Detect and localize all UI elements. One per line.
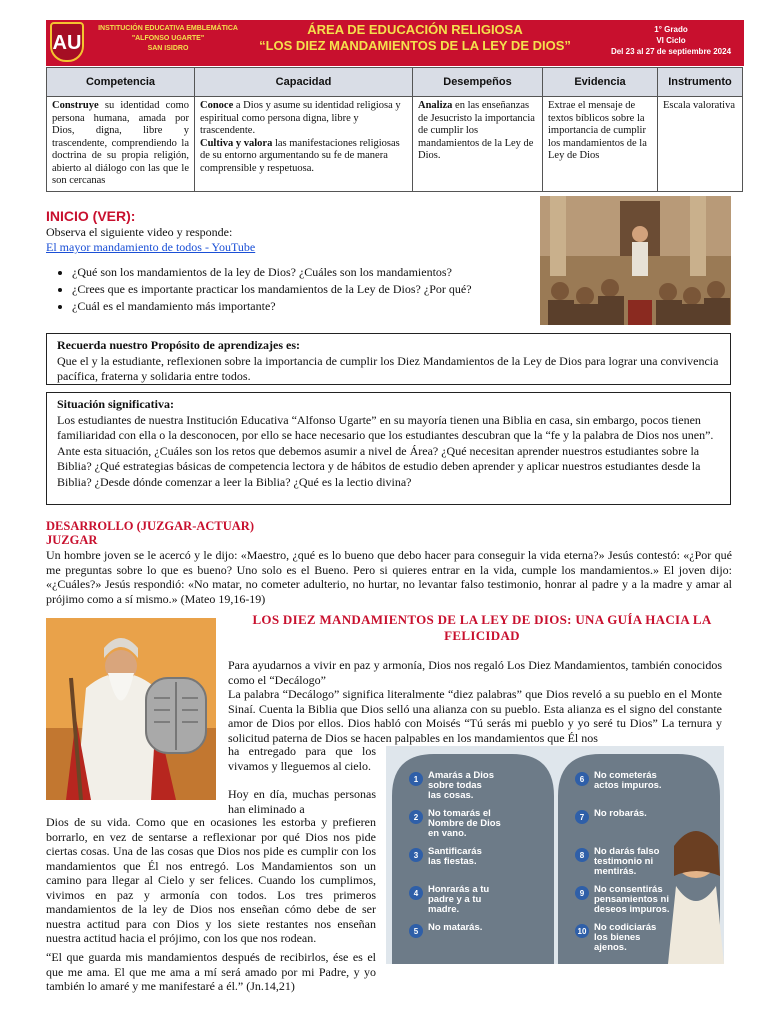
desempeno-cell: Analiza en las enseñanzas de Jesucristo la importancia de cumplir los mandamientos de la Ley de Dios. bbox=[413, 97, 543, 192]
header-titles bbox=[250, 22, 580, 54]
area-title: ÁREA DE EDUCACIÓN RELIGIOSA bbox=[307, 22, 523, 37]
table-row bbox=[47, 97, 743, 192]
commandment-number: 1 bbox=[413, 775, 419, 784]
commandment-text: No codiciarás los bienes ajenos. bbox=[594, 922, 657, 953]
juzgar-subtitle: JUZGAR bbox=[46, 533, 98, 547]
commandment-text: Honrarás a tu padre y a tu madre. bbox=[428, 884, 490, 915]
commandment-text: No tomarás el Nombre de Dios en vano. bbox=[428, 808, 501, 839]
commandment-text: No darás falso testimonio ni mentirás. bbox=[594, 846, 660, 877]
proposito-box bbox=[46, 333, 731, 385]
table-header: Instrumento bbox=[658, 68, 743, 97]
institution-line: INSTITUCIÓN EDUCATIVA EMBLEMÁTICA bbox=[98, 25, 238, 32]
commandment-text: No matarás. bbox=[428, 922, 483, 933]
commandment-number: 10 bbox=[577, 927, 587, 936]
list-item: • ¿Qué son los mandamientos de la ley de Dios? ¿Cuáles son los mandamientos? bbox=[72, 264, 542, 281]
jesus-teaching-photo bbox=[540, 196, 731, 325]
competency-table bbox=[46, 67, 743, 192]
guide-paragraph-2: La palabra “Decálogo” significa literalmente “diez palabras” que Dios reveló a su pueblo en el Monte Sinaí. Cuenta la Biblia que Dios selló una alianza con su pueblo. Esta alianza es el signo del constante amor de Dios por ellos. Dios habló con Moisés “Tú serás mi pueblo y yo seré tu Dios” La ternura y solicitud paterna de Dios se hacen palpables en los mandamientos que Él nos bbox=[228, 687, 722, 745]
video-link[interactable]: El mayor mandamiento de todos - YouTube bbox=[46, 240, 256, 254]
table-header: Desempeños bbox=[413, 68, 543, 97]
list-item: • ¿Crees que es importante practicar los mandamientos de la Ley de Dios? ¿Por qué? bbox=[72, 281, 542, 298]
institution-line: SAN ISIDRO bbox=[147, 45, 189, 52]
table-header: Evidencia bbox=[543, 68, 658, 97]
situacion-title: Situación significativa: bbox=[57, 397, 175, 411]
proposito-text: Que el y la estudiante, reflexionen sobre la importancia de cumplir los Diez Mandamientos de la Ley de Dios para lograr una convivencia pacífica, fraterna y solidaria entre todos. bbox=[57, 353, 719, 383]
header-meta bbox=[598, 24, 744, 57]
institution-line: "ALFONSO UGARTE" bbox=[131, 35, 205, 42]
date-label: Del 23 al 27 de septiembre 2024 bbox=[610, 47, 732, 56]
commandment-number: 3 bbox=[413, 851, 419, 860]
commandment-number: 9 bbox=[579, 889, 585, 898]
table-header-row bbox=[47, 68, 743, 97]
evidencia-cell: Extrae el mensaje de textos bíblicos sobre la importancia de cumplir los mandamientos de la Ley de Dios bbox=[543, 97, 658, 192]
list-item: • ¿Cuál es el mandamiento más importante? bbox=[72, 298, 542, 315]
commandment-text: No robarás. bbox=[594, 808, 647, 819]
competencia-cell: Construye su identidad como persona humana, amada por Dios, digna, libre y trascendente, comprendiendo la doctrina de su propia religión, abierto al diálogo con las que le son cercanas bbox=[47, 97, 195, 192]
commandment-number: 6 bbox=[579, 775, 585, 784]
guide-paragraph-3b: Dios de su vida. Como que en ocasiones les estorba y prefieren borrarlo, en vez de sentarse a reflexionar por qué Dios nos pide ciertas cosas. Una de las cosas que Dios nos pide es cumplir con los mandamientos que Él nos entregó. Los Mandamientos son un camino para llegar al Cielo y ser felices. Cuando los cumplimos, vivimos en paz y armonía con todos. Los tres primeros mandamientos de la ley de Dios nos enseñan cómo debe de ser nuestra actitud para con Dios y los siete restantes nos enseñan nuestra actitud hacia el prójimo, con los que nos rodean. bbox=[46, 815, 376, 945]
main-title: “LOS DIEZ MANDAMIENTOS DE LA LEY DE DIOS” bbox=[259, 38, 571, 53]
proposito-title: Recuerda nuestro Propósito de aprendizajes es: bbox=[57, 338, 300, 352]
inicio-instruction: Observa el siguiente video y responde: bbox=[46, 225, 233, 239]
guide-title: LOS DIEZ MANDAMIENTOS DE LA LEY DE DIOS: UNA GUÍA HACIA LA FELICIDAD bbox=[252, 612, 712, 643]
instrumento-cell: Escala valorativa bbox=[658, 97, 743, 192]
situacion-p1: Los estudiantes de nuestra Institución Educativa “Alfonso Ugarte” en su mayoría tienen una Biblia en casa, sin embargo, pocos tienen familiaridad con ella o la desconocen, por ello se hace necesario que los estudiantes descubran que la “fe y la palabra de Dios nos unen”. bbox=[57, 412, 714, 442]
capacidad-cell: Conoce a Dios y asume su identidad religiosa y espiritual como persona digna, libre y trascendente. Cultiva y valora las manifestaciones religiosas de su entorno argumentando su fe de manera comprensible y respetuosa. bbox=[195, 97, 413, 192]
matthew-quote: Un hombre joven se le acercó y le dijo: «Maestro, ¿qué es lo bueno que debo hacer para conseguir la vida eterna?» Jesús contestó: «¿Por qué me preguntas sobre lo que es bueno? Uno solo es el Bueno. Pero si quieres entrar en la vida, cumple los mandamientos.» El joven dijo: «¿Cuáles?» Jesús respondió: «No matar, no cometer adulterio, no hurtar, no levantar falso testimonio, honrar al padre y a la madre y amar al prójimo como a sí mismo.» (Mateo 19,16-19) bbox=[46, 548, 732, 606]
situacion-box bbox=[46, 392, 731, 505]
guide-paragraph-2b: ha entregado para que los vivamos y lleguemos al cielo. bbox=[228, 744, 376, 773]
school-logo: AU bbox=[50, 22, 84, 62]
institution-name bbox=[88, 24, 248, 54]
table-header: Competencia bbox=[47, 68, 195, 97]
commandment-number: 8 bbox=[579, 851, 585, 860]
situacion-p2: Ante esta situación, ¿Cuáles son los retos que debemos asumir a nivel de Área? ¿Qué necesitan aprender nuestros estudiantes sobre la Biblia? ¿Qué estrategias básicas de competencia lectora y de hábitos de estudio deben aprender y aplicar nuestros estudiantes desde la Biblia? ¿Desde dónde comenzar a leer la Biblia? ¿Qué es la lectio divina? bbox=[57, 443, 701, 489]
grade-label: 1° Grado bbox=[654, 25, 688, 34]
table-header: Capacidad bbox=[195, 68, 413, 97]
commandment-number: 2 bbox=[413, 813, 419, 822]
guide-paragraph-3a: Hoy en día, muchas personas han eliminado a bbox=[228, 787, 376, 816]
commandment-number: 4 bbox=[413, 889, 419, 898]
commandment-number: 5 bbox=[413, 927, 419, 936]
commandments-tablets bbox=[386, 746, 724, 964]
commandment-text: Santificarás las fiestas. bbox=[428, 846, 482, 867]
desarrollo-title: DESARROLLO (JUZGAR-ACTUAR) bbox=[46, 519, 254, 533]
moses-illustration bbox=[46, 618, 216, 800]
commandment-text: No consentirás pensamientos ni deseos impuros. bbox=[594, 884, 670, 915]
inicio-title: INICIO (VER): bbox=[46, 208, 136, 224]
question-list bbox=[46, 264, 542, 315]
john-quote: “El que guarda mis mandamientos después de recibirlos, ése es el que me ama. El que me ama a mí será amado por mi Padre, y yo también lo amaré y me manifestaré a él.” (Jn.14,21) bbox=[46, 950, 376, 993]
cycle-label: VI Ciclo bbox=[656, 36, 686, 45]
commandment-text: Amarás a Dios sobre todas las cosas. bbox=[428, 770, 495, 801]
commandment-text: No cometerás actos impuros. bbox=[594, 770, 662, 791]
guide-paragraph-1: Para ayudarnos a vivir en paz y armonía, Dios nos regaló Los Diez Mandamientos, también conocidos como el “Decálogo” bbox=[228, 658, 722, 687]
commandment-number: 7 bbox=[579, 813, 585, 822]
